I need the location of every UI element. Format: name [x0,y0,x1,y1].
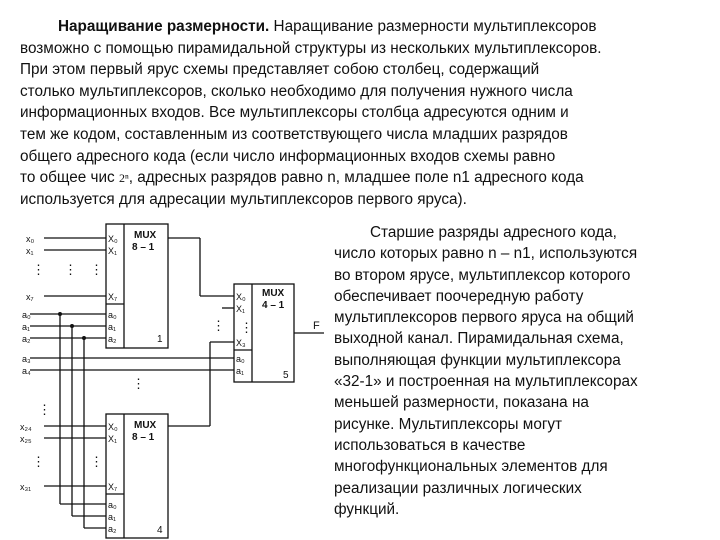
text-span: Наращивание размерности мультиплексоров [269,18,597,35]
side-line: выходной канал. Пирамидальная схема, [334,330,624,348]
mux-5-input-label: X₀ [236,292,246,302]
mux-1-input-label: X₇ [108,292,118,302]
mux-5-addr-label: a₀ [236,354,245,364]
mux-5-subtitle: 4 – 1 [262,300,285,311]
mux-1-title: MUX [134,230,157,241]
mux-1-subtitle: 8 – 1 [132,242,155,253]
mux-5-title: MUX [262,288,285,299]
side-line: многофункциональных элементов для [334,458,608,476]
text-line-4: столько мультиплексоров, сколько необходимо для получения нужного числа [20,82,573,100]
mux-1-addr-label: a₀ [108,310,117,320]
side-line: выполняющая функции мультиплексора [334,351,621,369]
input-label: x₀ [26,234,35,244]
input-label: x₂₅ [20,434,32,444]
text-line-8 [20,167,700,189]
ellipsis-mark: ⋮ [90,262,103,277]
mux-1-input-label: X₀ [108,234,118,244]
mux-5-input-label: X₁ [236,304,246,314]
ellipsis-mark: ⋮ [38,402,51,417]
text-line-1 [20,16,700,38]
ellipsis-mark: ⋮ [64,262,77,277]
power-formula: 2ⁿ [118,171,129,186]
mux-4-addr-label: a₀ [108,500,117,510]
text-line-6: тем же кодом, составленным из соответствующего числа младших разрядов [20,125,568,143]
mux-4-subtitle: 8 – 1 [132,432,155,443]
side-line: мультиплексоров первого яруса на общий [334,309,634,327]
mux-4-addr-label: a₂ [108,524,117,534]
addr-label: a₄ [22,366,31,376]
addr-label: a₃ [22,354,31,364]
mux-4-input-label: X₇ [108,482,118,492]
mux-4-input-label: X₀ [108,422,118,432]
mux-5-addr-label: a₁ [236,366,245,376]
side-line: обеспечивает поочередную работу [334,287,584,305]
text-span: , адресных разрядов равно n, младшее поле n1 адресного кода [128,169,584,187]
output-label: F [313,320,320,332]
mux-5-input-label: X₃ [236,338,246,348]
side-line: реализации различных логических [334,479,582,497]
side-line: число которых равно n – n1, используются [334,245,638,263]
section-title: Наращивание размерности. [58,18,270,35]
side-line: «32-1» и построенная на мультиплексорах [334,373,638,391]
ellipsis-mark: ⋮ [32,454,45,469]
side-line: Старшие разряды адресного кода, [370,224,617,241]
text-line-2: возможно с помощью пирамидальной структуры из нескольких мультиплексоров. [20,39,602,57]
text-line-9: используется для адресации мультиплексоров первого яруса). [20,190,467,208]
input-label: x₁ [26,246,34,256]
ellipsis-mark: ⋮ [32,262,45,277]
side-line: функций. [334,500,400,518]
ellipsis-mark: ⋮ [90,454,103,469]
multiplexer-diagram [0,218,330,540]
paragraph-intro [20,16,700,210]
mux-1-addr-label: a₂ [108,334,117,344]
side-line: меньшей размерности, показана на [334,394,589,412]
text-line-5: информационных входов. Все мультиплексоры столбца адресуются одним и [20,104,569,122]
paragraph-description [334,222,704,520]
mux-1-addr-label: a₁ [108,322,117,332]
text-line-3: При этом первый ярус схемы представляет собою столбец, содержащий [20,61,540,79]
input-label: x₇ [26,292,34,302]
mux-4-input-label: X₁ [108,434,118,444]
text-span: то общее чис [20,169,115,187]
addr-label: a₂ [22,334,31,344]
side-line: использоваться в качестве [334,436,526,454]
ellipsis-mark: ⋮ [132,376,145,391]
mux-4-number: 4 [157,525,163,536]
ellipsis-mark: ⋮ [212,318,225,333]
input-label: x₃₁ [20,482,32,492]
input-label: x₂₄ [20,422,32,432]
mux-4-addr-label: a₁ [108,512,117,522]
addr-label: a₀ [22,310,31,320]
addr-label: a₁ [22,322,31,332]
mux-5-number: 5 [283,370,289,381]
mux-1-number: 1 [157,334,163,345]
side-line: рисунке. Мультиплексоры могут [334,415,563,433]
side-line: во втором ярусе, мультиплексор которого [334,266,631,284]
text-line-7: общего адресного кода (если число информационных входов схемы равно [20,147,556,165]
mux-1-input-label: X₁ [108,246,118,256]
mux-4-title: MUX [134,420,157,431]
ellipsis-mark: ⋮ [240,320,253,335]
